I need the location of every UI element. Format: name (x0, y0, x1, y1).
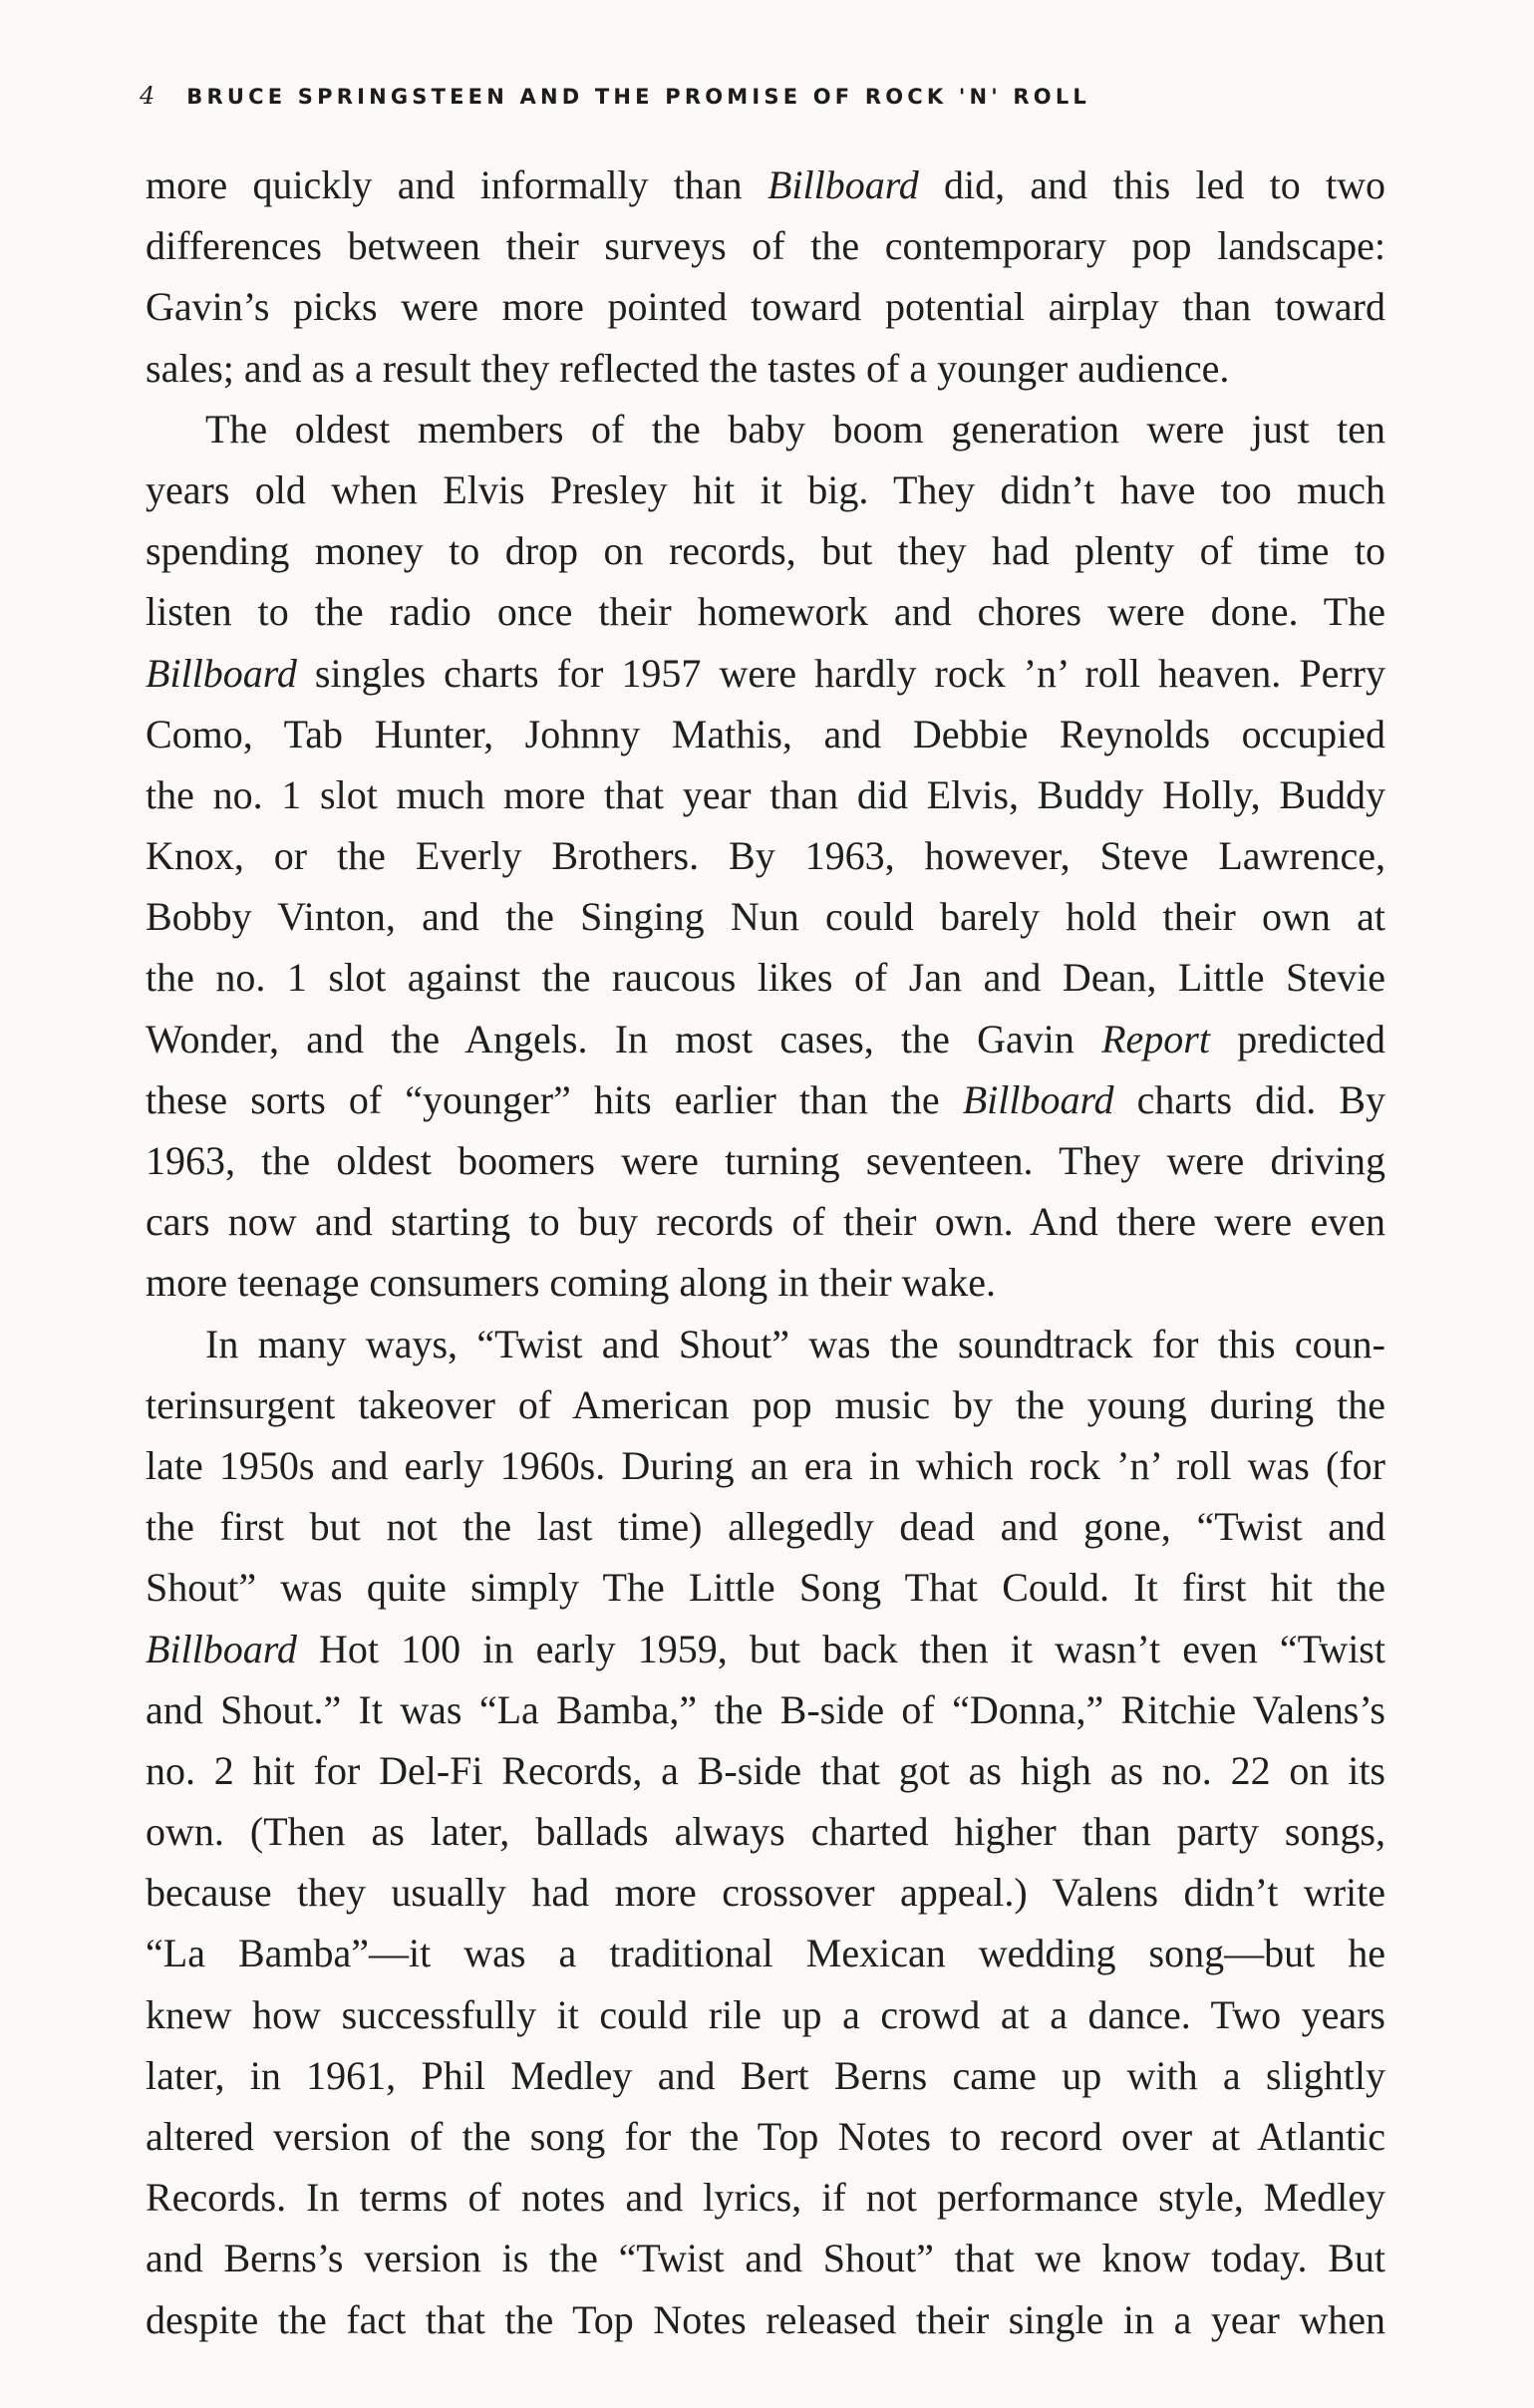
text-segment: Knox, or the Everly Brothers. By 1963, however, Steve Lawrence, (146, 833, 1385, 879)
text-line (146, 1374, 1385, 1435)
italic-text: Billboard (146, 650, 297, 696)
text-segment: the first but not the last time) allegedly dead and gone, “Twist and (146, 1504, 1385, 1550)
text-line (146, 338, 1385, 399)
italic-text: Billboard (767, 162, 919, 207)
text-segment: Bobby Vinton, and the Singing Nun could barely hold their own at (146, 894, 1385, 940)
text-line (146, 825, 1385, 886)
text-line (146, 643, 1385, 704)
text-line (146, 1679, 1385, 1740)
text-segment: Gavin’s picks were more pointed toward potential airplay than toward (146, 284, 1385, 330)
text-segment: because they usually had more crossover appeal.) Valens didn’t write (146, 1870, 1385, 1916)
body-text (146, 154, 1385, 2350)
text-line (146, 276, 1385, 337)
text-segment: sales; and as a result they reflected the tastes of a younger audience. (146, 345, 1230, 391)
text-line (146, 1801, 1385, 1862)
text-segment: and Shout.” It was “La Bamba,” the B-side of “Donna,” Ritchie Valens’s (146, 1686, 1385, 1732)
text-line (146, 520, 1385, 581)
text-segment: listen to the radio once their homework and chores were done. The (146, 589, 1385, 635)
text-line (146, 1496, 1385, 1557)
text-line (146, 1435, 1385, 1496)
text-segment: did, and this led to two (918, 162, 1385, 207)
text-line (146, 1984, 1385, 2045)
text-segment: later, in 1961, Phil Medley and Bert Berns came up with a slightly (146, 2052, 1385, 2098)
text-line (146, 2045, 1385, 2106)
text-segment: late 1950s and early 1960s. During an era in which rock ’n’ roll was (for (146, 1442, 1385, 1488)
text-segment: terinsurgent takeover of American pop music by the young during the (146, 1381, 1385, 1427)
text-segment: differences between their surveys of the contemporary pop landscape: (146, 223, 1385, 269)
text-line (146, 399, 1385, 459)
text-segment: years old when Elvis Presley hit it big. They didn’t have too much (146, 466, 1385, 512)
text-segment: predicted (1209, 1016, 1386, 1061)
text-segment: the no. 1 slot much more that year than did Elvis, Buddy Holly, Buddy (146, 771, 1385, 817)
text-segment: In many ways, “Twist and Shout” was the soundtrack for this coun- (205, 1321, 1385, 1366)
text-line (146, 1252, 1385, 1313)
italic-text: Report (1101, 1016, 1210, 1061)
running-title: BRUCE SPRINGSTEEN AND THE PROMISE OF ROCK 'N' ROLL (186, 85, 1091, 109)
text-segment: 1963, the oldest boomers were turning seventeen. They were driving (146, 1138, 1385, 1183)
text-segment: own. (Then as later, ballads always charted higher than party songs, (146, 1809, 1385, 1855)
text-segment: no. 2 hit for Del-Fi Records, a B-side that got as high as no. 22 on its (146, 1747, 1385, 1793)
text-segment: spending money to drop on records, but they had plenty of time to (146, 528, 1385, 574)
text-line (146, 947, 1385, 1008)
text-line (146, 886, 1385, 947)
text-line (146, 1740, 1385, 1801)
text-segment: despite the fact that the Top Notes released their single in a year when (146, 2296, 1385, 2342)
text-segment: more quickly and informally than (146, 162, 767, 207)
text-line (146, 215, 1385, 276)
italic-text: Billboard (146, 1626, 297, 1671)
text-segment: and Berns’s version is the “Twist and Shout” that we know today. But (146, 2236, 1385, 2281)
text-line (146, 1314, 1385, 1374)
text-segment: Records. In terms of notes and lyrics, if not performance style, Medley (146, 2175, 1385, 2221)
text-segment: cars now and starting to buy records of their own. And there were even (146, 1199, 1385, 1245)
text-segment: The oldest members of the baby boom generation were just ten (205, 406, 1385, 452)
text-segment: Shout” was quite simply The Little Song That Could. It first hit the (146, 1565, 1385, 1611)
text-line (146, 764, 1385, 825)
text-line (146, 581, 1385, 642)
text-line (146, 1557, 1385, 1618)
text-line (146, 459, 1385, 520)
text-segment: more teenage consumers coming along in their wake. (146, 1260, 997, 1306)
text-line (146, 1862, 1385, 1923)
text-line (146, 154, 1385, 215)
text-segment: Como, Tab Hunter, Johnny Mathis, and Debbie Reynolds occupied (146, 711, 1385, 756)
text-line (146, 2167, 1385, 2228)
text-segment: “La Bamba”—it was a traditional Mexican wedding song—but he (146, 1931, 1385, 1976)
text-line (146, 2289, 1385, 2350)
text-line (146, 704, 1385, 764)
text-line (146, 1009, 1385, 1069)
text-line (146, 2228, 1385, 2288)
text-segment: the no. 1 slot against the raucous likes of Jan and Dean, Little Stevie (146, 955, 1385, 1001)
text-segment: Wonder, and the Angels. In most cases, the Gavin (146, 1016, 1102, 1061)
text-line (146, 1619, 1385, 1679)
page-number: 4 (140, 82, 155, 110)
text-segment: singles charts for 1957 were hardly rock ’n’ roll heaven. Perry (296, 650, 1385, 696)
text-segment: altered version of the song for the Top Notes to record over at Atlantic (146, 2114, 1385, 2159)
text-line (146, 1069, 1385, 1130)
text-line (146, 1191, 1385, 1252)
text-segment: knew how successfully it could rile up a crowd at a dance. Two years (146, 1991, 1385, 2037)
text-segment: Hot 100 in early 1959, but back then it wasn’t even “Twist (296, 1626, 1385, 1671)
text-line (146, 2106, 1385, 2167)
text-line (146, 1130, 1385, 1191)
running-head (140, 82, 1395, 110)
text-line (146, 1923, 1385, 1983)
italic-text: Billboard (962, 1076, 1114, 1122)
text-segment: charts did. By (1113, 1076, 1385, 1122)
text-segment: these sorts of “younger” hits earlier than the (146, 1076, 963, 1122)
